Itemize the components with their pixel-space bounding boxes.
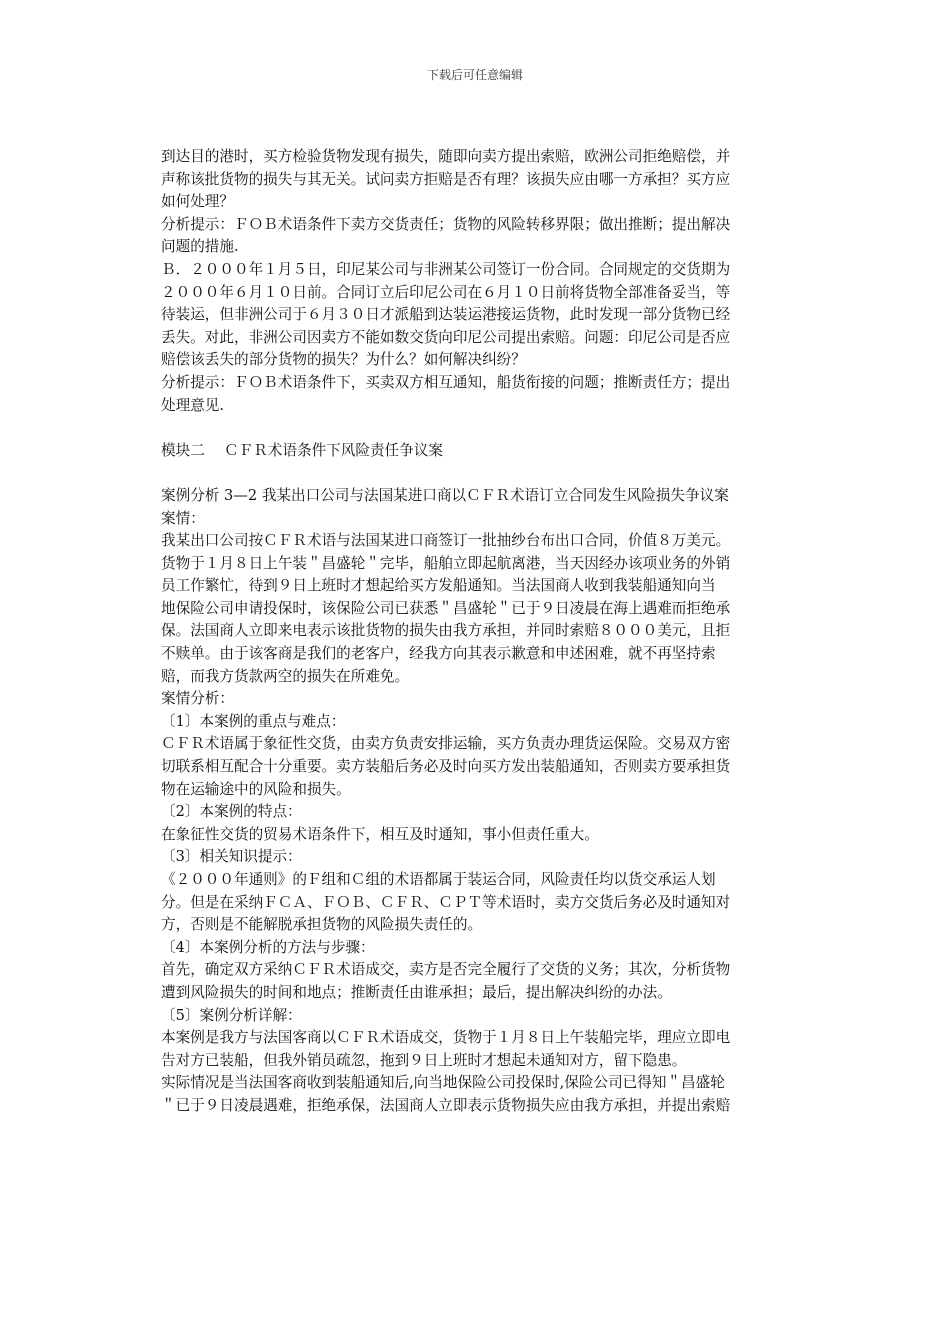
text-line: 地保险公司申请投保时，该保险公司已获悉＂昌盛轮＂已于９日凌晨在海上遇难而拒绝承	[161, 599, 731, 617]
page-header: 下载后可任意编辑	[426, 68, 523, 82]
text-line: 〔2〕本案例的特点：	[161, 803, 302, 821]
text-line: 丢失。对此，非洲公司因卖方不能如数交货向印尼公司提出索赔。问题：印尼公司是否应	[161, 328, 731, 346]
blank-line	[161, 417, 791, 440]
text-line: 我某出口公司按ＣＦＲ术语与法国某进口商签订一批抽纱台布出口合同，价值８万美元。	[161, 532, 731, 550]
document-body	[161, 146, 791, 1118]
text-line: 在象征性交货的贸易术语条件下，相互及时通知，事小但责任重大。	[161, 825, 599, 843]
text-line: 物在运输途中的风险和损失。	[161, 780, 351, 798]
text-line: ＂已于９日凌晨遇难，拒绝承保，法国商人立即表示货物损失应由我方承担，并提出索赔	[161, 1096, 731, 1114]
text-line: 如何处理？	[161, 193, 234, 211]
text-line: 不赎单。由于该客商是我们的老客户，经我方向其表示歉意和申述困难，就不再坚持索	[161, 645, 716, 663]
text-line: 〔1〕本案例的重点与难点：	[161, 712, 346, 730]
text-line: 首先，确定双方采纳ＣＦＲ术语成交，卖方是否完全履行了交货的义务；其次，分析货物	[161, 961, 731, 979]
text-line: 〔4〕本案例分析的方法与步骤：	[161, 938, 375, 956]
text-line: 本案例是我方与法国客商以ＣＦＲ术语成交，货物于１月８日上午装船完毕，理应立即电	[161, 1029, 731, 1047]
text-line: 〔3〕相关知识提示：	[161, 848, 302, 866]
case-title: 案例分析 3—2 我某出口公司与法国某进口商以ＣＦＲ术语订立合同发生风险损失争议案	[161, 486, 729, 504]
text-line: ２０００年６月１０日前。合同订立后印尼公司在６月１０日前将货物全部准备妥当，等	[161, 283, 731, 301]
text-line: 问题的措施.	[161, 238, 239, 256]
text-line: 货物于１月８日上午装＂昌盛轮＂完毕，船舶立即起航离港，当天因经办该项业务的外销	[161, 554, 731, 572]
text-line: 到达目的港时，买方检验货物发现有损失，随即向卖方提出索赔，欧洲公司拒绝赔偿，并	[161, 148, 731, 165]
text-line: 《２０００年通则》的Ｆ组和Ｃ组的术语都属于装运合同，风险责任均以货交承运人划	[161, 871, 716, 888]
text-line: 实际情况是当法国客商收到装船通知后,向当地保险公司投保时,保险公司已得知＂昌盛轮	[161, 1074, 725, 1092]
blank-line	[161, 462, 791, 485]
text-line: 告对方已装船，但我外销员疏忽，拖到９日上班时才想起未通知对方，留下隐患。	[161, 1051, 687, 1069]
text-line: 切联系相互配合十分重要。卖方装船后务必及时向买方发出装船通知，否则卖方要承担货	[161, 758, 731, 776]
text-line: 案情分析：	[161, 690, 234, 708]
text-line: 保。法国商人立即来电表示该批货物的损失由我方承担，并同时索赔８０００美元，且拒	[161, 622, 731, 640]
text-line: 方，否则是不能解脱承担货物的风险损失责任的。	[161, 916, 483, 934]
text-line: 赔偿该丢失的部分货物的损失？为什么？如何解决纠纷？	[161, 351, 526, 369]
text-line: ＣＦＲ术语属于象征性交货，由卖方负责安排运输，买方负责办理货运保险。交易双方密	[161, 735, 731, 753]
text-line: 〔5〕案例分析详解：	[161, 1006, 302, 1024]
text-line: 分析提示：ＦＯＢ术语条件下卖方交货责任；货物的风险转移界限；做出推断；提出解决	[161, 215, 731, 233]
text-line: 处理意见.	[161, 396, 225, 414]
text-line: 赔，而我方货款两空的损失在所难免。	[161, 667, 410, 685]
text-line: 分析提示：ＦＯＢ术语条件下，买卖双方相互通知，船货衔接的问题；推断责任方；提出	[161, 373, 731, 391]
text-line: Ｂ．２０００年１月５日，印尼某公司与非洲某公司签订一份合同。合同规定的交货期为	[161, 260, 731, 278]
text-line: 声称该批货物的损失与其无关。试问卖方拒赔是否有理？该损失应由哪一方承担？买方应	[161, 170, 731, 188]
text-line: 分。但是在采纳ＦＣＡ、ＦＯＢ、ＣＦＲ、ＣＰＴ等术语时，卖方交货后务必及时通知对	[161, 893, 731, 911]
text-line: 遭到风险损失的时间和地点；推断责任由谁承担；最后，提出解决纠纷的办法。	[161, 983, 672, 1001]
text-line: 案情：	[161, 509, 205, 527]
text-line: 待装运，但非洲公司于６月３０日才派船到达装运港接运货物，此时发现一部分货物已经	[161, 306, 731, 324]
section-heading: 模块二 ＣＦＲ术语条件下风险责任争议案	[161, 441, 443, 459]
text-line: 员工作繁忙，待到９日上班时才想起给买方发船通知。当法国商人收到我装船通知向当	[161, 577, 716, 595]
